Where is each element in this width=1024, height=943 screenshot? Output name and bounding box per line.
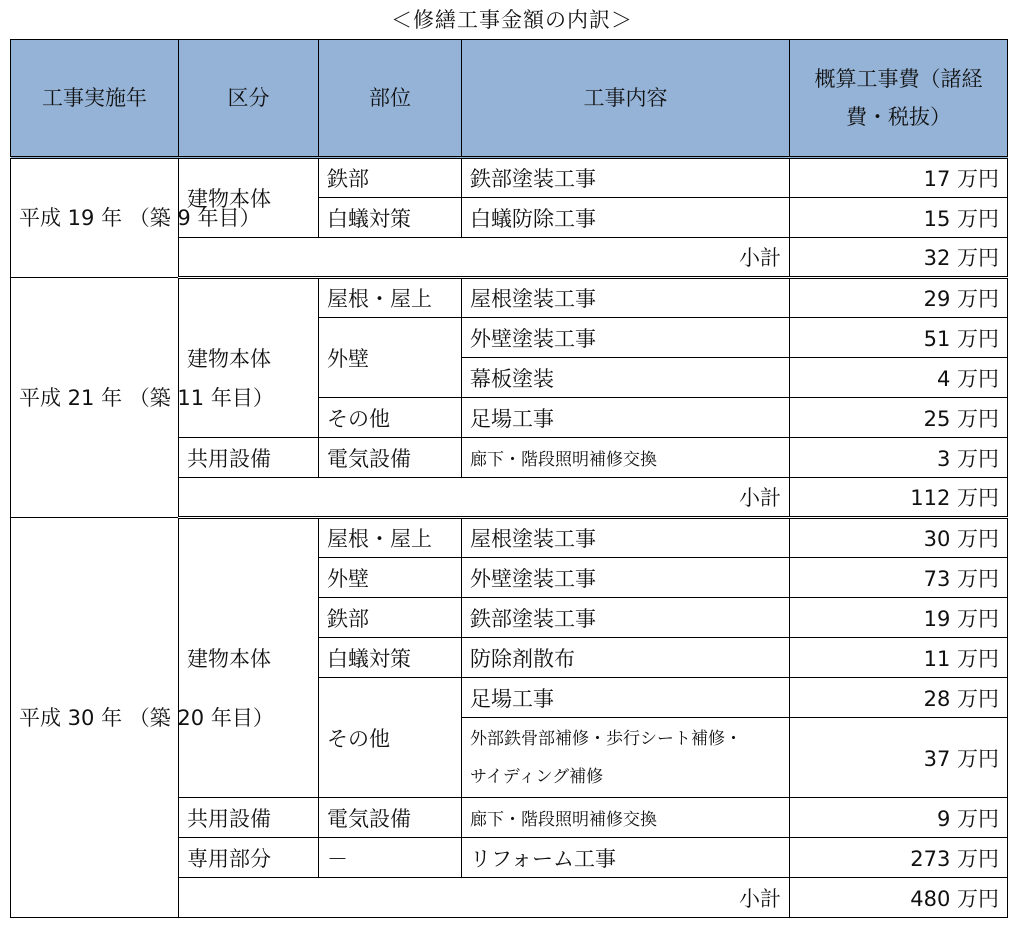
- header-year: 工事実施年: [11, 40, 179, 158]
- cost-cell: 3 万円: [790, 438, 1008, 478]
- work-cell: リフォーム工事: [462, 838, 790, 878]
- header-cost: 概算工事費（諸経費・税抜）: [790, 40, 1008, 158]
- work-cell: 外壁塗装工事: [462, 318, 790, 358]
- part-cell: 電気設備: [319, 798, 462, 838]
- work-cell: 足場工事: [462, 398, 790, 438]
- table-row: [11, 278, 1008, 318]
- part-cell: その他: [319, 398, 462, 438]
- subtotal-label: 小計: [179, 878, 790, 918]
- work-cell: 屋根塗装工事: [462, 518, 790, 558]
- division-cell: 建物本体: [179, 278, 319, 438]
- part-cell: 外壁: [319, 558, 462, 598]
- division-cell: 専用部分: [179, 838, 319, 878]
- work-cell: 鉄部塗装工事: [462, 158, 790, 198]
- part-cell: その他: [319, 678, 462, 798]
- work-cell: 白蟻防除工事: [462, 198, 790, 238]
- subtotal-label: 小計: [179, 478, 790, 518]
- year-cell: 平成 19 年 （築 9 年目）: [11, 158, 179, 278]
- table-caption: ＜修繕工事金額の内訳＞: [391, 8, 633, 32]
- header-part: 部位: [319, 40, 462, 158]
- work-cell: 屋根塗装工事: [462, 278, 790, 318]
- part-cell: 鉄部: [319, 158, 462, 198]
- part-cell: 鉄部: [319, 598, 462, 638]
- division-cell: 建物本体: [179, 158, 319, 238]
- cost-cell: 11 万円: [790, 638, 1008, 678]
- division-cell: 共用設備: [179, 438, 319, 478]
- header-work: 工事内容: [462, 40, 790, 158]
- part-cell: 白蟻対策: [319, 198, 462, 238]
- work-cell: 足場工事: [462, 678, 790, 718]
- year-cell: 平成 21 年 （築 11 年目）: [11, 278, 179, 518]
- work-cell: 廊下・階段照明補修交換: [462, 798, 790, 838]
- part-cell: 電気設備: [319, 438, 462, 478]
- year-cell: 平成 30 年 （築 20 年目）: [11, 518, 179, 918]
- part-cell: 屋根・屋上: [319, 278, 462, 318]
- cost-cell: 4 万円: [790, 358, 1008, 398]
- part-cell: 白蟻対策: [319, 638, 462, 678]
- subtotal-value: 480 万円: [790, 878, 1008, 918]
- header-row: [11, 40, 1008, 158]
- cost-cell: 37 万円: [790, 718, 1008, 798]
- part-cell: 外壁: [319, 318, 462, 398]
- cost-cell: 73 万円: [790, 558, 1008, 598]
- header-division: 区分: [179, 40, 319, 158]
- work-cell: 鉄部塗装工事: [462, 598, 790, 638]
- subtotal-value: 32 万円: [790, 238, 1008, 278]
- subtotal-label: 小計: [179, 238, 790, 278]
- cost-cell: 15 万円: [790, 198, 1008, 238]
- division-cell: 建物本体: [179, 518, 319, 798]
- cost-cell: 29 万円: [790, 278, 1008, 318]
- cost-cell: 17 万円: [790, 158, 1008, 198]
- work-cell: 外部鉄骨部補修・歩行シート補修・ サイディング補修: [462, 718, 790, 798]
- work-cell: 幕板塗装: [462, 358, 790, 398]
- table-row: [11, 158, 1008, 198]
- work-cell: 外壁塗装工事: [462, 558, 790, 598]
- subtotal-value: 112 万円: [790, 478, 1008, 518]
- work-cell: 廊下・階段照明補修交換: [462, 438, 790, 478]
- table-row: [11, 518, 1008, 558]
- cost-cell: 25 万円: [790, 398, 1008, 438]
- cost-cell: 9 万円: [790, 798, 1008, 838]
- division-cell: 共用設備: [179, 798, 319, 838]
- cost-cell: 30 万円: [790, 518, 1008, 558]
- work-cell: 防除剤散布: [462, 638, 790, 678]
- repair-cost-table: [10, 39, 1008, 918]
- cost-cell: 28 万円: [790, 678, 1008, 718]
- cost-cell: 51 万円: [790, 318, 1008, 358]
- part-cell: 屋根・屋上: [319, 518, 462, 558]
- part-cell: －: [319, 838, 462, 878]
- cost-cell: 19 万円: [790, 598, 1008, 638]
- cost-cell: 273 万円: [790, 838, 1008, 878]
